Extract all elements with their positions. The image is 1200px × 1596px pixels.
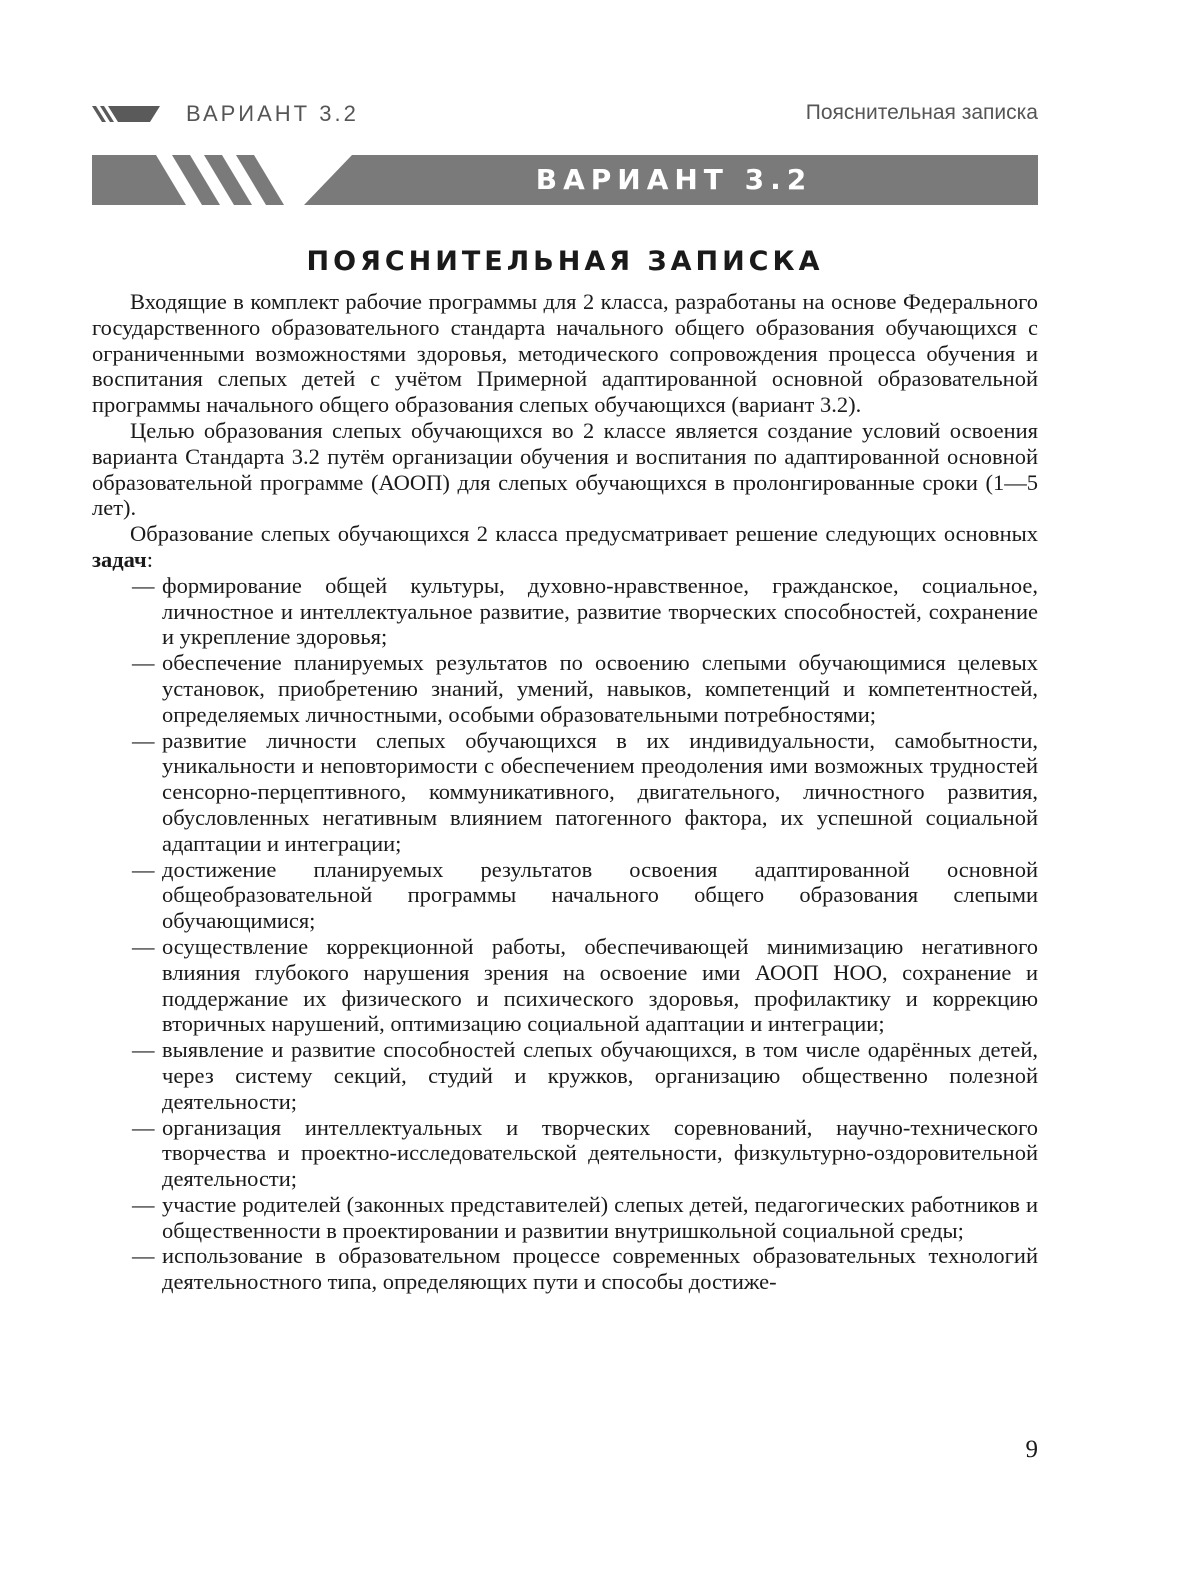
- paragraph-3-lead: Образование слепых обучающихся 2 класса предусматривает решение следующих основных: [130, 521, 1038, 547]
- task-list: [92, 573, 1038, 1295]
- list-item-text: использование в образовательном процессе современных образовательных технологий деятельностного типа, определяющих пути и способы достиже-: [162, 1243, 1038, 1295]
- dash: —: [132, 1243, 155, 1269]
- list-item-text: формирование общей культуры, духовно-нравственное, гражданское, социальное, личностное и интеллектуальное развитие, развитие творческих способностей, сохранение и укрепление здоровья;: [162, 572, 1038, 650]
- list-item: [92, 934, 1038, 1037]
- list-item: [92, 573, 1038, 650]
- stripe-mark-icon: [92, 106, 162, 122]
- list-item-text: осуществление коррекционной работы, обеспечивающей минимизацию негативного влияния глубокого нарушения зрения на освоение ими АООП НОО, сохранение и поддержание их физического и психического здоровья, профилактику и коррекцию вторичных нарушений, оптимизацию социальной адаптации и интеграции;: [162, 933, 1038, 1037]
- dash: —: [132, 856, 155, 882]
- dash: —: [132, 727, 155, 753]
- banner-title: ВАРИАНТ 3.2: [535, 163, 813, 196]
- dash: —: [132, 1114, 155, 1140]
- dash: —: [132, 1191, 155, 1217]
- list-item-text: участие родителей (законных представителей) слепых детей, педагогических работников и общественности в проектировании и развитии внутришкольной социальной среды;: [162, 1191, 1038, 1243]
- paragraph-3: [92, 521, 1038, 573]
- paragraph-2: Целью образования слепых обучающихся во 2 классе является создание условий освоения варианта Стандарта 3.2 путём организации обучения и воспитания по адаптированной основной образовательной программе (АООП) для слепых обучающихся в пролонгированные сроки (1—5 лет).: [92, 417, 1038, 521]
- running-head-left: ВАРИАНТ 3.2: [186, 101, 359, 126]
- dash: —: [132, 650, 155, 676]
- dash: —: [132, 572, 155, 598]
- list-item: [92, 1115, 1038, 1192]
- list-item-text: обеспечение планируемых результатов по освоению слепыми обучающимися целевых установок, приобретению знаний, умений, навыков, компетенций и компетентностей, определяемых личностными, особыми образовательными потребностями;: [162, 650, 1038, 727]
- section-title: ПОЯСНИТЕЛЬНАЯ ЗАПИСКА: [306, 246, 824, 277]
- list-item: [92, 1192, 1038, 1244]
- list-item-text: организация интеллектуальных и творческих соревнований, научно-технического творчества и проектно-исследовательской деятельности, физкультурно-оздоровительной деятельности;: [162, 1114, 1038, 1192]
- running-head-right: Пояснительная записка: [805, 101, 1038, 124]
- list-item: [92, 857, 1038, 934]
- paragraph-1: Входящие в комплект рабочие программы для 2 класса, разработаны на основе Федерального государственного образовательного стандарта начального общего образования обучающихся с ограниченными возможностями здоровья, методического сопровождения процесса обучения и воспитания слепых детей с учётом Примерной адаптированной основной образовательной программы начального общего образования слепых обучающихся (вариант 3.2).: [92, 289, 1038, 418]
- list-item: [92, 1243, 1038, 1295]
- list-item-text: достижение планируемых результатов освоения адаптированной основной общеобразовательной программы начального общего образования слепыми обучающимися;: [162, 856, 1038, 934]
- page-number: 9: [1025, 1436, 1038, 1463]
- tasks-keyword: задач: [92, 546, 147, 572]
- variant-banner: [92, 155, 1038, 205]
- list-item: [92, 1037, 1038, 1114]
- list-item-text: развитие личности слепых обучающихся в их индивидуальности, самобытности, уникальности и неповторимости с обеспечением преодоления ими возможных трудностей сенсорно-перцептивного, коммуникативного, двигательного, личностного развития, обусловленных негативным влиянием патогенного фактора, их успешной социальной адаптации и интеграции;: [162, 727, 1038, 856]
- paragraph-3-end: :: [146, 546, 153, 572]
- running-head: [92, 100, 1038, 130]
- dash: —: [132, 933, 155, 959]
- list-item-text: выявление и развитие способностей слепых обучающихся, в том числе одарённых детей, через систему секций, студий и кружков, организацию общественно полезной деятельности;: [162, 1037, 1038, 1114]
- list-item: [92, 650, 1038, 727]
- dash: —: [132, 1037, 155, 1063]
- body-text: [92, 289, 1038, 1295]
- list-item: [92, 728, 1038, 857]
